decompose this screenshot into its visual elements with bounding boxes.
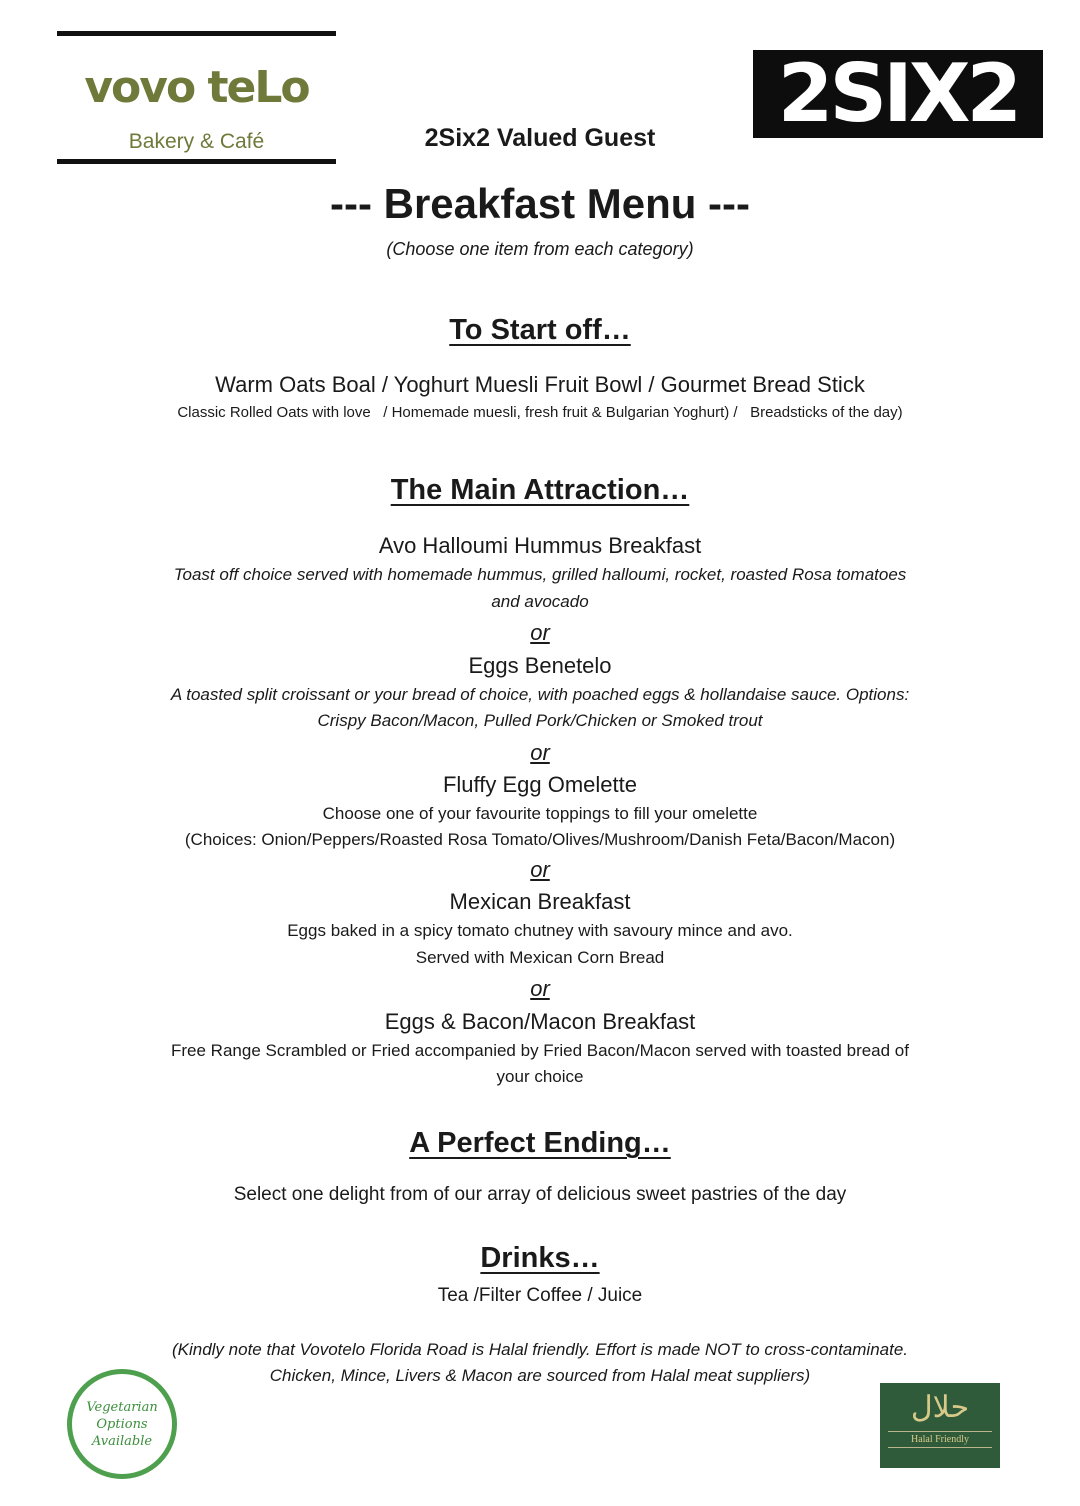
section-heading-ending: A Perfect Ending… <box>409 1127 671 1159</box>
start-items: Warm Oats Boal / Yoghurt Muesli Fruit Bowl / Gourmet Bread Stick <box>215 372 865 397</box>
page-subtitle: (Choose one item from each category) <box>386 239 694 259</box>
ending-desc: Select one delight from of our array of delicious sweet pastries of the day <box>233 1184 847 1205</box>
2six2-logo: 2SIX2 <box>753 50 1043 138</box>
item-name: Eggs Benetelo <box>468 653 612 678</box>
halal-arabic: حلال <box>910 1391 970 1424</box>
veg-badge-text: Options <box>96 1416 148 1432</box>
halal-friendly-badge <box>880 1383 1000 1468</box>
item-name: Eggs & Bacon/Macon Breakfast <box>384 1009 696 1034</box>
item-desc: Crispy Bacon/Macon, Pulled Pork/Chicken or Smoked trout <box>317 711 763 730</box>
guest-label: 2Six2 Valued Guest <box>424 124 656 152</box>
logo-sub: Bakery & Café <box>128 130 265 153</box>
item-name: Mexican Breakfast <box>449 889 631 914</box>
or-separator: or <box>530 976 550 1001</box>
section-heading-start: To Start off… <box>449 314 631 346</box>
item-desc: A toasted split croissant or your bread of choice, with poached eggs & hollandaise sauce. Options: <box>170 685 910 704</box>
item-desc: Free Range Scrambled or Fried accompanied by Fried Bacon/Macon served with toasted bread of <box>171 1041 909 1060</box>
item-desc: Toast off choice served with homemade hummus, grilled halloumi, rocket, roasted Rosa tomatoes <box>173 565 907 584</box>
halal-note: Chicken, Mince, Livers & Macon are sourced from Halal meat suppliers) <box>269 1366 811 1385</box>
item-desc: and avocado <box>491 592 589 611</box>
section-heading-drinks: Drinks… <box>480 1242 600 1274</box>
start-descriptions: Classic Rolled Oats with love / Homemade muesli, fresh fruit & Bulgarian Yoghurt) / Breadsticks of the day) <box>177 404 903 421</box>
halal-note: (Kindly note that Vovotelo Florida Road is Halal friendly. Effort is made NOT to cross-contaminate. <box>171 1340 909 1359</box>
item-desc: Eggs baked in a spicy tomato chutney with savoury mince and avo. <box>287 921 793 940</box>
veg-badge-text: Vegetarian <box>86 1399 158 1415</box>
item-desc: your choice <box>496 1067 584 1086</box>
item-desc: (Choices: Onion/Peppers/Roasted Rosa Tomato/Olives/Mushroom/Danish Feta/Bacon/Macon) <box>184 830 896 849</box>
vegetarian-badge <box>67 1369 177 1479</box>
item-desc: Served with Mexican Corn Bread <box>415 948 665 967</box>
section-heading-main: The Main Attraction… <box>390 474 690 506</box>
item-name: Fluffy Egg Omelette <box>442 772 637 797</box>
logo-name: vovo teLo <box>84 62 309 113</box>
item-name: Avo Halloumi Hummus Breakfast <box>378 533 702 558</box>
or-separator: or <box>530 857 550 882</box>
page-title: --- Breakfast Menu --- <box>329 180 751 227</box>
veg-badge-text: Available <box>91 1433 153 1449</box>
or-separator: or <box>530 620 550 645</box>
drinks-desc: Tea /Filter Coffee / Juice <box>437 1285 643 1306</box>
or-separator: or <box>530 740 550 765</box>
halal-label: Halal Friendly <box>888 1431 992 1448</box>
item-desc: Choose one of your favourite toppings to fill your omelette <box>322 804 758 823</box>
